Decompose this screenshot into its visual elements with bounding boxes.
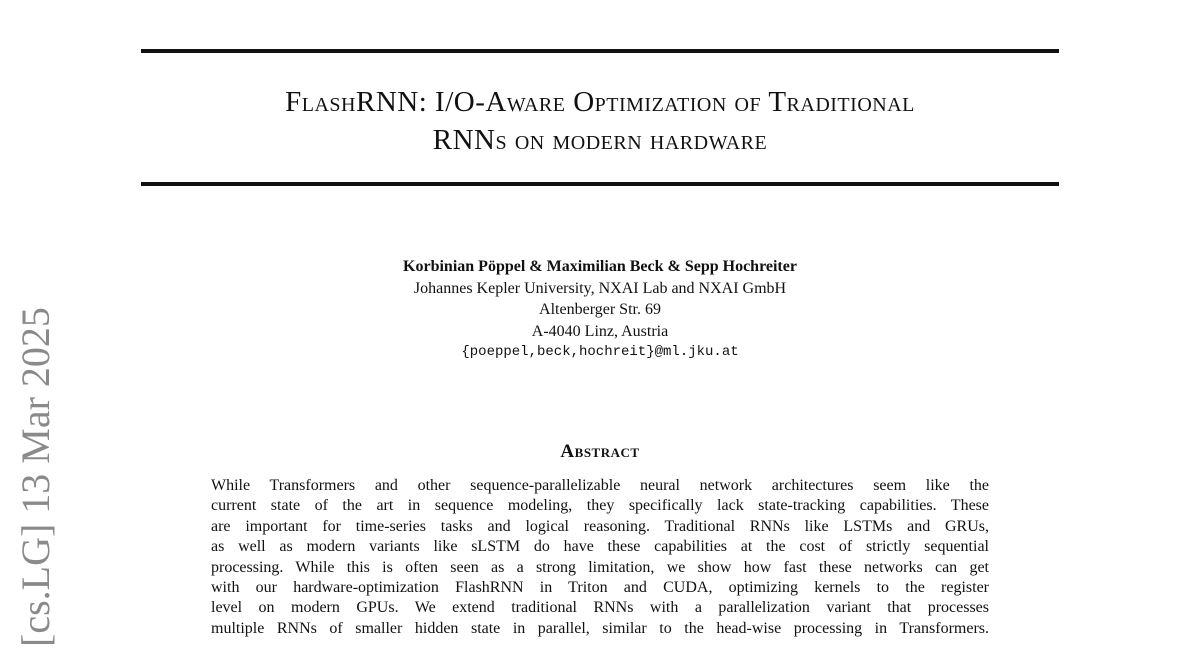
affiliation: Johannes Kepler University, NXAI Lab and NXAI GmbH: [413, 279, 787, 297]
author-email: {poeppel,beck,hochreit}@ml.jku.at: [461, 344, 739, 360]
abstract-line: with our hardware-optimization FlashRNN in Triton and CUDA, optimizing kernels to the register: [211, 579, 989, 597]
abstract-line: While Transformers and other sequence-parallelizable neural network architectures seem like the: [211, 477, 989, 494]
paper-title-line-2: RNNs on modern hardware: [432, 124, 768, 156]
abstract-heading: Abstract: [560, 441, 640, 462]
address-street: Altenberger Str. 69: [539, 301, 661, 318]
author-names: Korbinian Pöppel & Maximilian Beck & Sepp Hochreiter: [403, 258, 797, 275]
abstract-line: as well as modern variants like sLSTM do have these capabilities at the cost of strictly sequential: [211, 538, 989, 556]
abstract-line: multiple RNNs of smaller hidden state in parallel, similar to the head-wise processing in Transformers.: [211, 619, 989, 637]
abstract-body: [211, 476, 989, 639]
address-city: A-4040 Linz, Austria: [531, 322, 669, 340]
title-bottom-rule: [141, 182, 1059, 186]
author-block: [0, 256, 1200, 364]
title-top-rule: [141, 49, 1059, 53]
paper-title-line-1: FlashRNN: I/O-Aware Optimization of Traditional: [285, 86, 915, 118]
arxiv-side-stamp: [cs.LG] 13 Mar 2025: [13, 307, 58, 647]
abstract-line: are important for time-series tasks and logical reasoning. Traditional RNNs like LSTMs and GRUs,: [211, 517, 989, 535]
abstract-line: current state of the art in sequence modeling, they specifically lack state-tracking capabilities. These: [211, 497, 989, 515]
abstract-line: level on modern GPUs. We extend traditional RNNs with a parallelization variant that processes: [211, 599, 989, 617]
abstract-line: processing. While this is often seen as a strong limitation, we show how fast these networks can get: [211, 558, 989, 576]
